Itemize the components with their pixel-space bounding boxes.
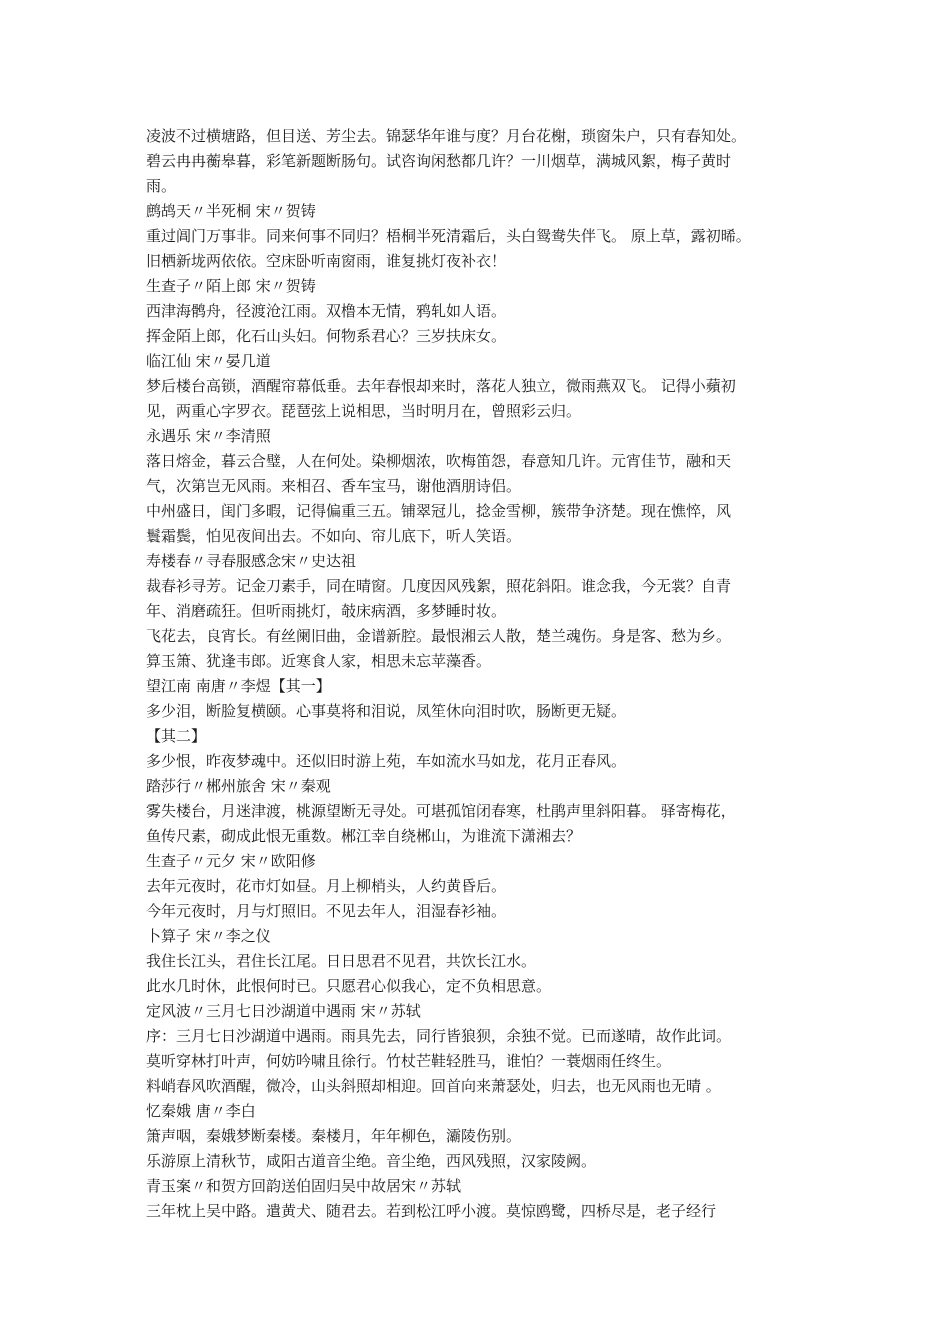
poem-heading: 永遇乐 宋〃李清照 — [146, 427, 271, 445]
text-line: 我住长江头，君住长江尾。日日思君不见君，共饮长江水。 — [146, 952, 537, 970]
text-line: 年、消磨疏狂。但听雨挑灯，攲床病酒，多梦睡时妆。 — [146, 602, 507, 620]
text-line: 落日熔金，暮云合璧，人在何处。染柳烟浓，吹梅笛怨，春意知几许。元宵佳节，融和天 — [146, 452, 732, 470]
text-line: 箫声咽，秦娥梦断秦楼。秦楼月，年年柳色，灞陵伤别。 — [146, 1127, 522, 1145]
text-line: 见，两重心字罗衣。琵琶弦上说相思，当时明月在，曾照彩云归。 — [146, 402, 582, 420]
text-line: 今年元夜时，月与灯照旧。不见去年人，泪湿春衫袖。 — [146, 902, 507, 920]
text-line: 雨。 — [146, 177, 177, 195]
poem-heading: 临江仙 宋〃晏几道 — [146, 352, 271, 370]
poem-heading: 生查子〃陌上郎 宋〃贺铸 — [146, 277, 316, 295]
poem-heading: 踏莎行〃郴州旅舍 宋〃秦观 — [146, 777, 331, 795]
text-line: 多少恨，昨夜梦魂中。还似旧时游上苑，车如流水马如龙，花月正春风。 — [146, 752, 627, 770]
text-line: 多少泪，断脸复横颐。心事莫将和泪说，凤笙休向泪时吹，肠断更无疑。 — [146, 702, 627, 720]
text-line: 此水几时休，此恨何时已。只愿君心似我心，定不负相思意。 — [146, 977, 552, 995]
poem-heading: 鹧鸪天〃半死桐 宋〃贺铸 — [146, 202, 316, 220]
text-line: 梦后楼台高锁，酒醒帘幕低垂。去年春恨却来时，落花人独立，微雨燕双飞。 记得小蘋初 — [146, 377, 736, 395]
poem-heading: 卜算子 宋〃李之仪 — [146, 927, 271, 945]
text-line: 去年元夜时，花市灯如昼。月上柳梢头，人约黄昏后。 — [146, 877, 507, 895]
text-line: 碧云冉冉蘅皋暮，彩笔新题断肠句。试咨询闲愁都几许？一川烟草，满城风絮，梅子黄时 — [146, 152, 732, 170]
text-line: 凌波不过横塘路，但目送、芳尘去。锦瑟华年谁与度？月台花榭，琐窗朱户，只有春知处。 — [146, 127, 747, 145]
text-line: 料峭春风吹酒醒，微冷，山头斜照却相迎。回首向来萧瑟处，归去，也无风雨也无晴 。 — [146, 1077, 721, 1095]
text-line: 裁春衫寻芳。记金刀素手，同在晴窗。几度因风残絮，照花斜阳。谁念我，今无裳？自青 — [146, 577, 732, 595]
text-line: 鱼传尺素，砌成此恨无重数。郴江幸自绕郴山，为谁流下潇湘去？ — [146, 827, 582, 845]
text-line: 重过阊门万事非。同来何事不同归？梧桐半死清霜后，头白鸳鸯失伴飞。 原上草，露初晞。 — [146, 227, 751, 245]
poem-heading: 定风波〃三月七日沙湖道中遇雨 宋〃苏轼 — [146, 1002, 421, 1020]
text-line: 西津海鹘舟，径渡沧江雨。双橹本无情，鸦轧如人语。 — [146, 302, 507, 320]
poem-heading: 忆秦娥 唐〃李白 — [146, 1102, 256, 1120]
text-line: 鬟霜鬓，怕见夜间出去。不如向、帘儿底下，听人笑语。 — [146, 527, 522, 545]
poem-heading: 生查子〃元夕 宋〃欧阳修 — [146, 852, 316, 870]
poem-heading: 寿楼春〃寻春服感念宋〃史达祖 — [146, 552, 357, 570]
text-line: 旧栖新垅两依依。空床卧听南窗雨，谁复挑灯夜补衣！ — [146, 252, 507, 270]
text-line: 飞花去，良宵长。有丝阑旧曲，金谱新腔。最恨湘云人散，楚兰魂伤。身是客、愁为乡。 — [146, 627, 732, 645]
poem-heading: 望江南 南唐〃李煜【其一】 — [146, 677, 331, 695]
text-line: 算玉箫、犹逢韦郎。近寒食人家，相思未忘苹藻香。 — [146, 652, 492, 670]
document-body — [146, 124, 836, 1224]
text-line: 乐游原上清秋节，咸阳古道音尘绝。音尘绝，西风残照，汉家陵阙。 — [146, 1152, 597, 1170]
text-line: 序：三月七日沙湖道中遇雨。雨具先去，同行皆狼狈，余独不觉。已而遂晴，故作此词。 — [146, 1027, 732, 1045]
text-line: 三年枕上吴中路。遣黄犬、随君去。若到松江呼小渡。莫惊鸥鹭，四桥尽是，老子经行 — [146, 1202, 717, 1220]
text-line: 雾失楼台，月迷津渡，桃源望断无寻处。可堪孤馆闭春寒，杜鹃声里斜阳暮。 驿寄梅花， — [146, 802, 736, 820]
poem-subheading: 【其二】 — [146, 727, 207, 745]
text-line: 莫听穿林打叶声，何妨吟啸且徐行。竹杖芒鞋轻胜马，谁怕？一蓑烟雨任终生。 — [146, 1052, 672, 1070]
poem-heading: 青玉案〃和贺方回韵送伯固归吴中故居宋〃苏轼 — [146, 1177, 462, 1195]
text-line: 气，次第岂无风雨。来相召、香车宝马，谢他酒朋诗侣。 — [146, 477, 522, 495]
text-line: 中州盛日，闺门多暇，记得偏重三五。铺翠冠儿，捻金雪柳，簇带争济楚。现在憔悴，风 — [146, 502, 732, 520]
text-line: 挥金陌上郎，化石山头妇。何物系君心？三岁扶床女。 — [146, 327, 507, 345]
